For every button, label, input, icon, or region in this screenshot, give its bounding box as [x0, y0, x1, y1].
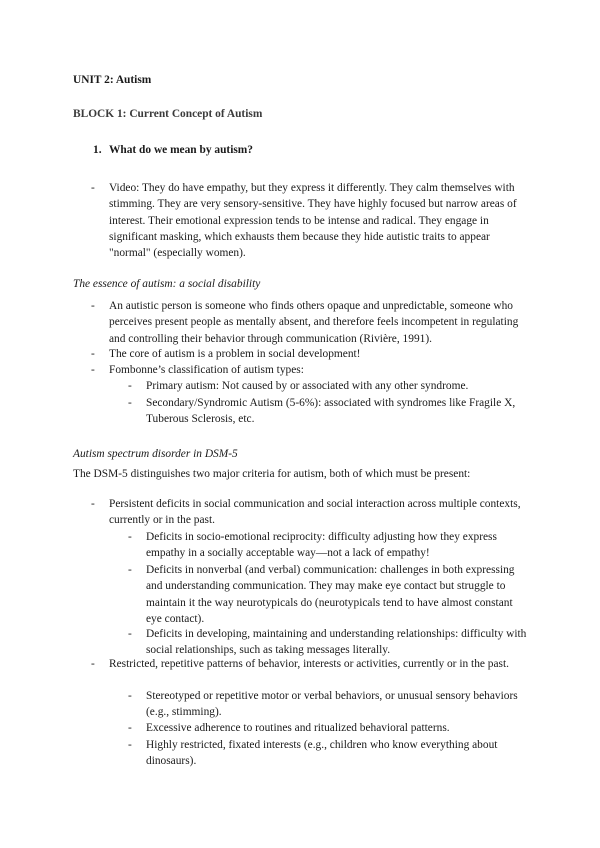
criterion-b-subbullet-1: - — [128, 690, 132, 702]
essence-subitem-1: Primary autism: Not caused by or associated with any other syndrome. — [146, 380, 469, 392]
criterion-b-bullet: - — [91, 658, 95, 670]
unit-title: UNIT 2: Autism — [73, 74, 152, 86]
criterion-b-subbullet-3: - — [128, 739, 132, 751]
criterion-b-subitem-1: Stereotyped or repetitive motor or verbal behaviors, or unusual sensory behaviors (e.g., stimming). — [146, 690, 518, 719]
essence-item-3: Fombonne’s classification of autism types: — [109, 364, 304, 376]
criterion-a-subitem-2: Deficits in nonverbal (and verbal) communication: challenges in both expressing and understanding communication. They may make eye contact but struggle to maintain it the way neurotypicals do (neurotypicals tend to have almost constant eye contact). — [146, 564, 515, 625]
essence-heading: The essence of autism: a social disability — [73, 278, 261, 290]
criterion-b-text: Restricted, repetitive patterns of behavior, interests or activities, currently or in the past. — [109, 658, 509, 670]
criterion-b-subitem-2: Excessive adherence to routines and ritualized behavioral patterns. — [146, 722, 450, 734]
criterion-b-subitem-3: Highly restricted, fixated interests (e.g., children who know everything about dinosaurs). — [146, 739, 498, 768]
essence-bullet-1: - — [91, 300, 95, 312]
criterion-a-subbullet-2: - — [128, 564, 132, 576]
essence-bullet-3: - — [91, 364, 95, 376]
criterion-a-subitem-1: Deficits in socio-emotional reciprocity: difficulty adjusting how they express empathy in a socially acceptable way—not a lack of empathy! — [146, 531, 497, 560]
criterion-a-subbullet-1: - — [128, 531, 132, 543]
dsm-heading: Autism spectrum disorder in DSM-5 — [73, 448, 238, 460]
question-number: 1. — [93, 144, 102, 156]
video-bullet: - — [91, 182, 95, 194]
essence-item-2: The core of autism is a problem in social development! — [109, 348, 361, 360]
essence-subitem-2: Secondary/Syndromic Autism (5-6%): associated with syndromes like Fragile X, Tuberous Sclerosis, etc. — [146, 397, 516, 426]
criterion-a-bullet: - — [91, 498, 95, 510]
essence-subbullet-1: - — [128, 380, 132, 392]
dsm-intro: The DSM-5 distinguishes two major criteria for autism, both of which must be present: — [73, 468, 471, 480]
criterion-a-text: Persistent deficits in social communication and social interaction across multiple contexts, currently or in the past. — [109, 498, 521, 527]
criterion-a-subitem-3: Deficits in developing, maintaining and understanding relationships: difficulty with social relationships, such as taking messages literally. — [146, 628, 527, 657]
criterion-a-subbullet-3: - — [128, 628, 132, 640]
question-text: What do we mean by autism? — [109, 144, 253, 156]
block-title: BLOCK 1: Current Concept of Autism — [73, 108, 263, 120]
video-note-text: Video: They do have empathy, but they express it differently. They calm themselves with stimming. They are very sensory-sensitive. They have highly focused but narrow areas of interest. Their emotional expression tends to be intense and radical. They engage in significant masking, which exhausts them because they hide autistic traits to appear "normal" (especially women). — [109, 182, 517, 260]
criterion-b-subbullet-2: - — [128, 722, 132, 734]
essence-subbullet-2: - — [128, 397, 132, 409]
essence-bullet-2: - — [91, 348, 95, 360]
essence-item-1: An autistic person is someone who finds others opaque and unpredictable, someone who perceives present people as mentally absent, and therefore feels incompetent in regulating and controlling their behavior through communication (Rivière, 1991). — [109, 300, 519, 345]
